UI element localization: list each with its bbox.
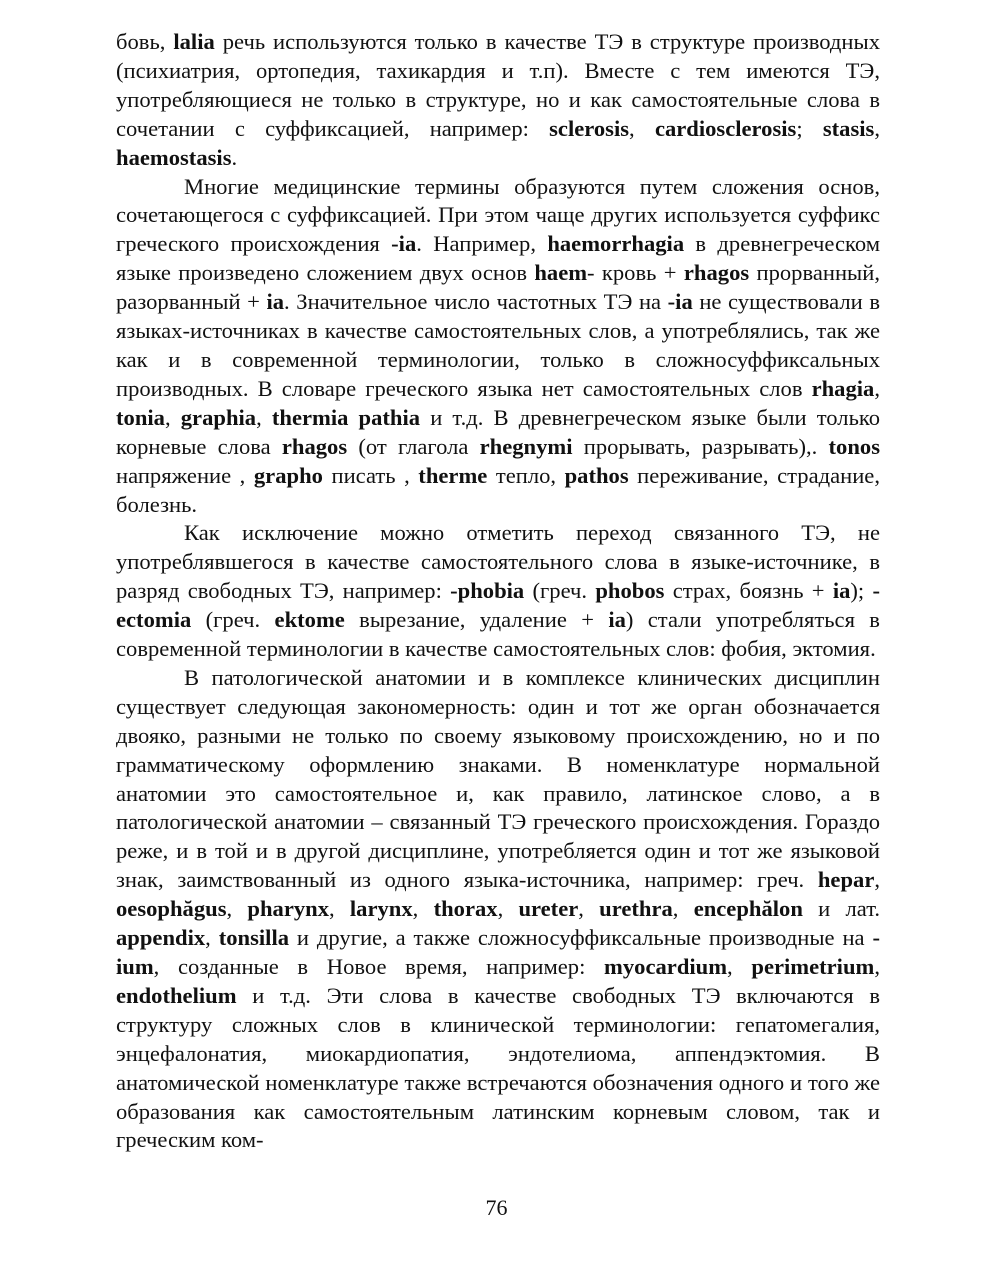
- bold-term: -ium: [116, 925, 881, 979]
- text-run: .: [231, 144, 238, 170]
- bold-term: ureter: [518, 896, 579, 922]
- text-run: ,: [578, 896, 600, 922]
- bold-term: rhagos: [281, 433, 348, 459]
- text-run: ,: [874, 375, 880, 401]
- text-run: ,: [874, 867, 880, 893]
- text-run: (греч.: [191, 607, 275, 633]
- text-run: ,: [629, 115, 655, 141]
- bold-term: lalia: [173, 29, 215, 54]
- bold-term: haem: [534, 260, 588, 286]
- bold-term: ia: [832, 578, 851, 604]
- bold-term: cardiosclerosis: [654, 115, 797, 141]
- bold-term: -phobia: [450, 578, 525, 604]
- text-run: и т.д. В древнегреческом языке были только корневые слова: [116, 404, 880, 459]
- page-number: 76: [485, 1195, 508, 1220]
- bold-term: thermia pathia: [271, 404, 421, 430]
- text-run: ,: [672, 896, 694, 922]
- bold-term: phobos: [595, 578, 665, 604]
- text-run: , созданные в Новое время, например:: [153, 954, 605, 979]
- bold-term: haemorrhagia: [547, 231, 685, 257]
- bold-term: urethra: [599, 896, 673, 922]
- page-body: [116, 28, 880, 1155]
- bold-term: myocardium: [604, 954, 728, 979]
- text-run: писать ,: [322, 462, 419, 488]
- text-run: ,: [412, 896, 434, 922]
- text-run: тепло,: [487, 462, 565, 488]
- bold-term: grapho: [253, 462, 323, 488]
- bold-term: rhagia: [811, 375, 875, 401]
- bold-term: -ectomia: [116, 578, 880, 633]
- text-run: бовь,: [116, 29, 174, 54]
- text-run: прорванный, разорванный +: [116, 260, 880, 315]
- text-run: и т.д. Эти слова в качестве свободных ТЭ включаются в структуру сложных слов в клинической терминологии: гепатомегалия, энцефалонатия, миокардиопатия, эндотелиома, аппендэктомия. В анатомической номенклатуре также встречаются обозначения одного и того же образования как самостоятельным латинским корневым словом, так и греческим ком-: [116, 982, 880, 1153]
- text-run: ,: [497, 896, 519, 922]
- text-run: (от глагола: [347, 433, 480, 459]
- text-run: ,: [164, 404, 181, 430]
- bold-term: -ia: [667, 289, 693, 315]
- bold-term: haemostasis: [116, 144, 232, 170]
- bold-term: ia: [608, 607, 626, 633]
- text-run: и другие, а также сложносуффиксальные производные на: [289, 925, 873, 951]
- text-run: ,: [256, 404, 272, 430]
- bold-term: therme: [418, 462, 488, 488]
- bold-term: encephălon: [693, 896, 803, 922]
- text-run: прорывать, разрывать),.: [572, 433, 829, 459]
- text-run: В патологической анатомии и в комплексе клинических дисциплин существует следующая закономерность: один и тот же орган обозначается двояко, разными не только по своему языковому происхождению, но и по грамматическому оформлению знаками. В номенклатуре нормальной анатомии это самостоятельное и, как правило, латинское слово, а в патологической анатомии – связанный ТЭ греческого происхождения. Гораздо реже, и в той и в другой дисциплине, употребляется один и тот же языковой знак, заимствованный из одного языка-источника, например: греч.: [116, 664, 880, 893]
- text-run: в древнегреческом языке произведено сложением двух основ: [116, 231, 881, 286]
- bold-term: perimetrium: [751, 954, 875, 979]
- bold-term: ektome: [274, 607, 345, 633]
- bold-term: rhagos: [683, 260, 750, 286]
- bold-term: hepar: [817, 867, 875, 893]
- text-run: переживание, страдание, болезнь.: [116, 462, 880, 517]
- bold-term: oesophăgus: [116, 896, 227, 922]
- text-run: Многие медицинские термины образуются путем сложения основ, сочетающегося с суффиксацией. При этом чаще других используется суффикс греческого происхождения: [116, 173, 880, 257]
- paragraph-1: [116, 28, 880, 173]
- text-run: ,: [727, 954, 752, 979]
- paragraph-3: [116, 519, 880, 664]
- text-run: не существовали в языках-источниках в качестве самостоятельных слов, а употреблялись, так же как и в современной терминологии, только в сложносуффиксальных производных. В словаре греческого языка нет самостоятельных слов: [116, 289, 880, 401]
- bold-term: tonia: [116, 404, 165, 430]
- bold-term: -ia: [391, 231, 417, 257]
- bold-term: rhegnymi: [479, 433, 573, 459]
- bold-term: graphia: [180, 404, 257, 430]
- bold-term: pharynx: [247, 896, 330, 922]
- text-run: и лат.: [802, 896, 881, 922]
- bold-term: larynx: [349, 896, 413, 922]
- text-run: речь используются только в качестве ТЭ в структуре производных (психиатрия, ортопедия, тахикардия и т.п). Вместе с тем имеются ТЭ, употребляющиеся не только в структуре, но и как самостоятельные слова в сочетании с суффиксацией, например:: [116, 29, 880, 141]
- text-run: ,: [226, 896, 248, 922]
- bold-term: tonos: [828, 433, 880, 459]
- bold-term: thorax: [433, 896, 498, 922]
- bold-term: pathos: [564, 462, 629, 488]
- text-run: . Например,: [416, 231, 548, 257]
- text-run: напряжение ,: [116, 462, 254, 488]
- paragraph-4: [116, 664, 880, 1155]
- text-run: . Значительное число частотных ТЭ на: [284, 289, 668, 315]
- text-run: ,: [205, 925, 219, 951]
- bold-term: tonsilla: [218, 925, 290, 951]
- bold-term: endothelium: [116, 982, 237, 1008]
- text-run: (греч.: [524, 578, 596, 604]
- bold-term: stasis: [822, 115, 875, 141]
- text-run: ;: [796, 115, 823, 141]
- bold-term: appendix: [116, 925, 206, 951]
- bold-term: sclerosis: [549, 115, 630, 141]
- bold-term: ia: [266, 289, 285, 315]
- text-run: ,: [874, 115, 880, 141]
- paragraph-2: [116, 173, 880, 520]
- text-run: Как исключение можно отметить переход связанного ТЭ, не употреблявшегося в качестве самостоятельного слова в языке-источнике, в разряд свободных ТЭ, например:: [116, 520, 880, 604]
- text-run: ,: [329, 896, 350, 922]
- text-run: );: [850, 578, 873, 604]
- text-run: ) стали употребляться в современной терминологии в качестве самостоятельных слов: фобия, эктомия.: [116, 607, 880, 662]
- text-run: вырезание, удаление +: [344, 607, 609, 633]
- text-run: ,: [874, 954, 880, 979]
- text-run: - кровь +: [587, 260, 684, 286]
- text-run: страх, боязнь +: [664, 578, 833, 604]
